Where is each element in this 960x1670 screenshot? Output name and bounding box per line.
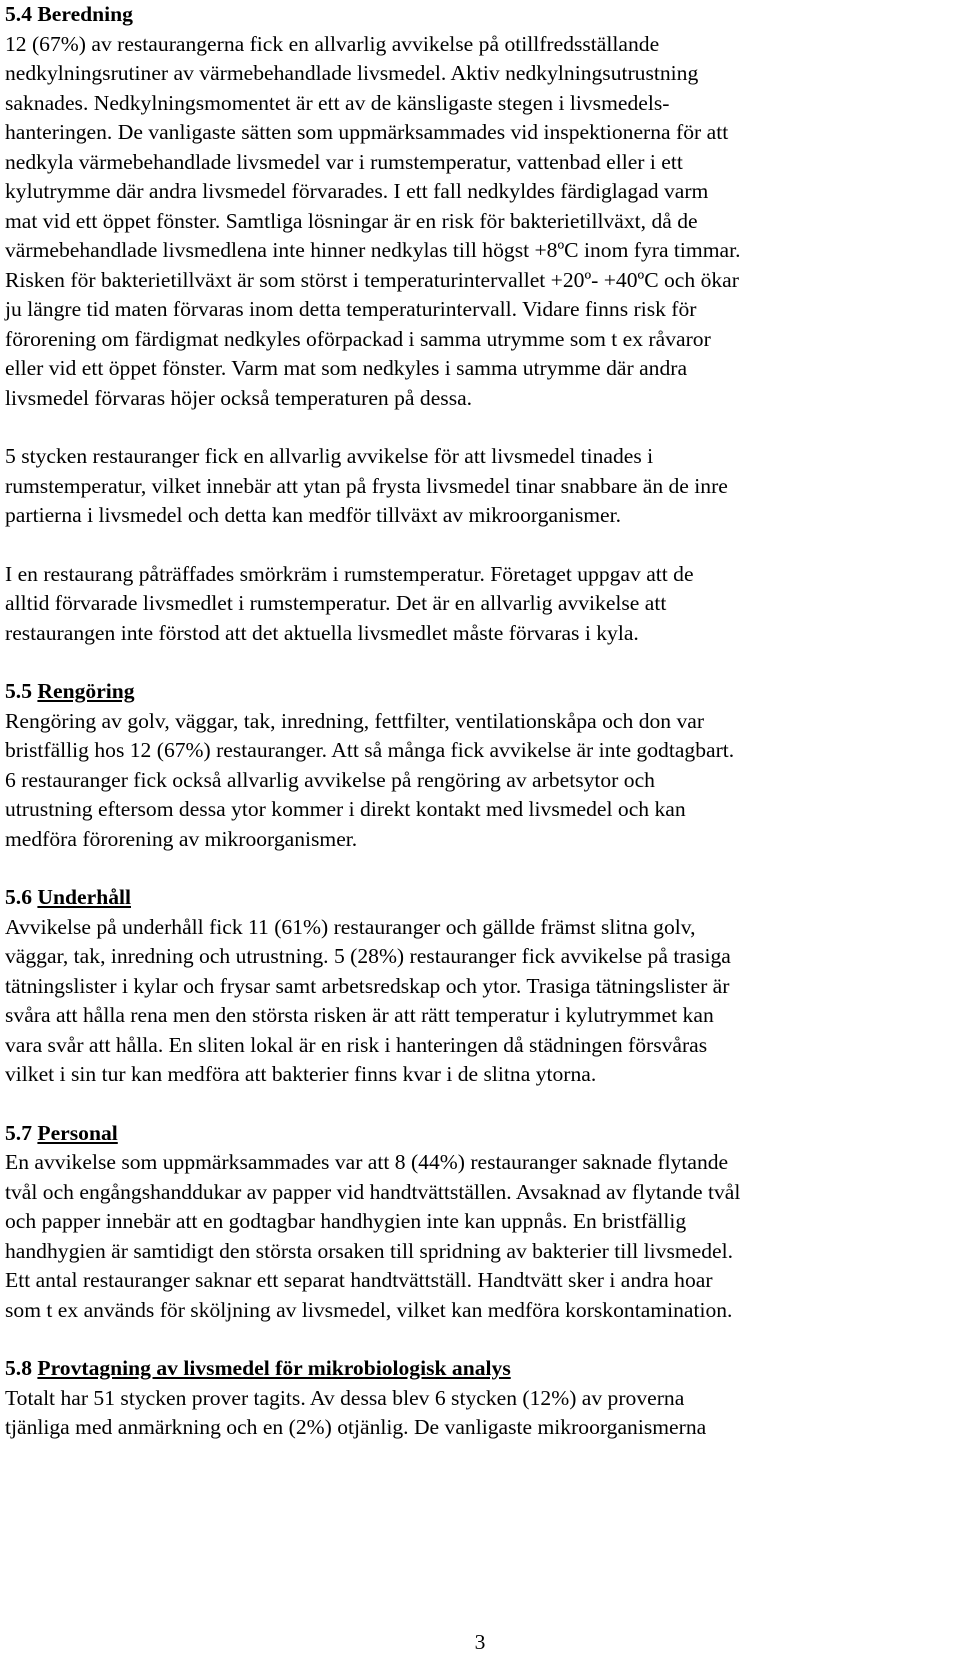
paragraph-5-5 bbox=[5, 707, 955, 855]
text-line: Totalt har 51 stycken prover tagits. Av dessa blev 6 stycken (12%) av proverna bbox=[5, 1385, 685, 1410]
paragraph-5-7 bbox=[5, 1148, 955, 1325]
section-title: Underhåll bbox=[37, 885, 131, 909]
paragraph-spacer bbox=[5, 413, 955, 442]
section-5-6 bbox=[5, 883, 955, 1090]
section-heading-5-7 bbox=[5, 1119, 955, 1149]
section-heading-5-5 bbox=[5, 677, 955, 707]
section-title: Provtagning av livsmedel för mikrobiologisk analys bbox=[37, 1356, 511, 1380]
section-5-4 bbox=[5, 0, 955, 648]
text-line: tvål och engångshanddukar av papper vid handtvättställen. Avsaknad av flytande tvål bbox=[5, 1179, 741, 1204]
text-line: saknades. Nedkylningsmomentet är ett av de känsligaste stegen i livsmedels- bbox=[5, 90, 670, 115]
text-line: kylutrymme där andra livsmedel förvarades. I ett fall nedkyldes färdiglagad varm bbox=[5, 179, 709, 203]
paragraph-spacer bbox=[5, 531, 955, 560]
text-line: eller vid ett öppet fönster. Varm mat som nedkyles i samma utrymme där andra bbox=[5, 356, 688, 380]
text-line: svåra att hålla rena men den största risken är att rätt temperatur i kylutrymmet kan bbox=[5, 1003, 714, 1027]
text-line: En avvikelse som uppmärksammades var att 8 (44%) restauranger saknade flytande bbox=[5, 1150, 729, 1174]
section-heading-5-8 bbox=[5, 1354, 955, 1384]
text-line: Avvikelse på underhåll fick 11 (61%) restauranger och gällde främst slitna golv, bbox=[5, 914, 696, 939]
text-line: rumstemperatur, vilket innebär att ytan på frysta livsmedel tinar snabbare än de inre bbox=[5, 473, 728, 498]
section-spacer bbox=[5, 854, 955, 883]
section-spacer bbox=[5, 648, 955, 677]
text-line: vara svår att hålla. En sliten lokal är en risk i hanteringen då städningen försvåras bbox=[5, 1032, 708, 1057]
section-title: Personal bbox=[37, 1120, 118, 1145]
text-line: bristfällig hos 12 (67%) restauranger. Att så många fick avvikelse är inte godtagbart. bbox=[5, 738, 735, 762]
text-line: handhygien är samtidigt den största orsaken till spridning av bakterier till livsmedel. bbox=[5, 1238, 734, 1263]
text-line: 6 restauranger fick också allvarlig avvikelse på rengöring av arbetsytor och bbox=[5, 767, 655, 792]
text-line: alltid förvarade livsmedlet i rumstemperatur. Det är en allvarlig avvikelse att bbox=[5, 591, 667, 615]
text-line: nedkyla värmebehandlade livsmedel var i rumstemperatur, vattenbad eller i ett bbox=[5, 149, 683, 174]
text-line: mat vid ett öppet fönster. Samtliga lösningar är en risk för bakterietillväxt, då de bbox=[5, 208, 698, 233]
text-line: hanteringen. De vanligaste sätten som uppmärksammades vid inspektionerna för att bbox=[5, 120, 729, 144]
text-line: livsmedel förvaras höjer också temperaturen på dessa. bbox=[5, 385, 473, 410]
paragraph-5-4-3 bbox=[5, 560, 955, 649]
section-spacer bbox=[5, 1090, 955, 1119]
text-line: partierna i livsmedel och detta kan medför tillväxt av mikroorganismer. bbox=[5, 503, 622, 527]
text-line: utrustning eftersom dessa ytor kommer i direkt kontakt med livsmedel och kan bbox=[5, 797, 686, 821]
paragraph-5-8 bbox=[5, 1384, 955, 1443]
section-5-5 bbox=[5, 677, 955, 854]
text-line: 5 stycken restauranger fick en allvarlig avvikelse för att livsmedel tinades i bbox=[5, 444, 654, 468]
text-line: Rengöring av golv, väggar, tak, inredning, fettfilter, ventilationskåpa och don var bbox=[5, 708, 705, 733]
text-line: som t ex används för sköljning av livsmedel, vilket kan medföra korskontamination. bbox=[5, 1297, 733, 1322]
section-heading-5-4: 5.4 Beredning bbox=[5, 2, 133, 26]
paragraph-5-6 bbox=[5, 913, 955, 1090]
section-5-7 bbox=[5, 1119, 955, 1326]
section-title: Rengöring bbox=[37, 679, 135, 703]
section-spacer bbox=[5, 1325, 955, 1354]
section-heading-5-6 bbox=[5, 883, 955, 913]
paragraph-5-4-1 bbox=[5, 30, 955, 414]
section-5-8 bbox=[5, 1354, 955, 1443]
page-number: 3 bbox=[474, 1630, 486, 1654]
text-line: väggar, tak, inredning och utrustning. 5 (28%) restauranger fick avvikelse på trasiga bbox=[5, 944, 731, 968]
section-number: 5.8 bbox=[5, 1356, 32, 1380]
section-number: 5.7 bbox=[5, 1120, 32, 1145]
document-body bbox=[5, 0, 955, 1443]
section-number: 5.5 bbox=[5, 679, 32, 703]
text-line: vilket i sin tur kan medföra att bakterier finns kvar i de slitna ytorna. bbox=[5, 1062, 597, 1086]
text-line: medföra förorening av mikroorganismer. bbox=[5, 826, 358, 851]
text-line: Ett antal restauranger saknar ett separat handtvättställ. Handtvätt sker i andra hoar bbox=[5, 1268, 713, 1292]
text-line: ju längre tid maten förvaras inom detta temperaturintervall. Vidare finns risk för bbox=[5, 297, 697, 321]
text-line: I en restaurang påträffades smörkräm i rumstemperatur. Företaget uppgav att de bbox=[5, 561, 694, 586]
text-line: restaurangen inte förstod att det aktuella livsmedlet måste förvaras i kyla. bbox=[5, 620, 639, 645]
text-line: 12 (67%) av restaurangerna fick en allvarlig avvikelse på otillfredsställande bbox=[5, 31, 660, 56]
section-number: 5.6 bbox=[5, 885, 32, 909]
text-line: värmebehandlade livsmedlena inte hinner nedkylas till högst +8ºC inom fyra timmar. bbox=[5, 238, 741, 262]
text-line: Risken för bakterietillväxt är som störst i temperaturintervallet +20º- +40ºC och ökar bbox=[5, 267, 739, 292]
text-line: och papper innebär att en godtagbar handhygien inte kan uppnås. En bristfällig bbox=[5, 1209, 687, 1233]
paragraph-5-4-2 bbox=[5, 442, 955, 531]
text-line: tätningslister i kylar och frysar samt arbetsredskap och ytor. Trasiga tätningslister är bbox=[5, 973, 730, 998]
text-line: nedkylningsrutiner av värmebehandlade livsmedel. Aktiv nedkylningsutrustning bbox=[5, 61, 699, 85]
text-line: tjänliga med anmärkning och en (2%) otjänlig. De vanligaste mikroorganismerna bbox=[5, 1415, 707, 1439]
text-line: förorening om färdigmat nedkyles oförpackad i samma utrymme som t ex råvaror bbox=[5, 326, 711, 351]
